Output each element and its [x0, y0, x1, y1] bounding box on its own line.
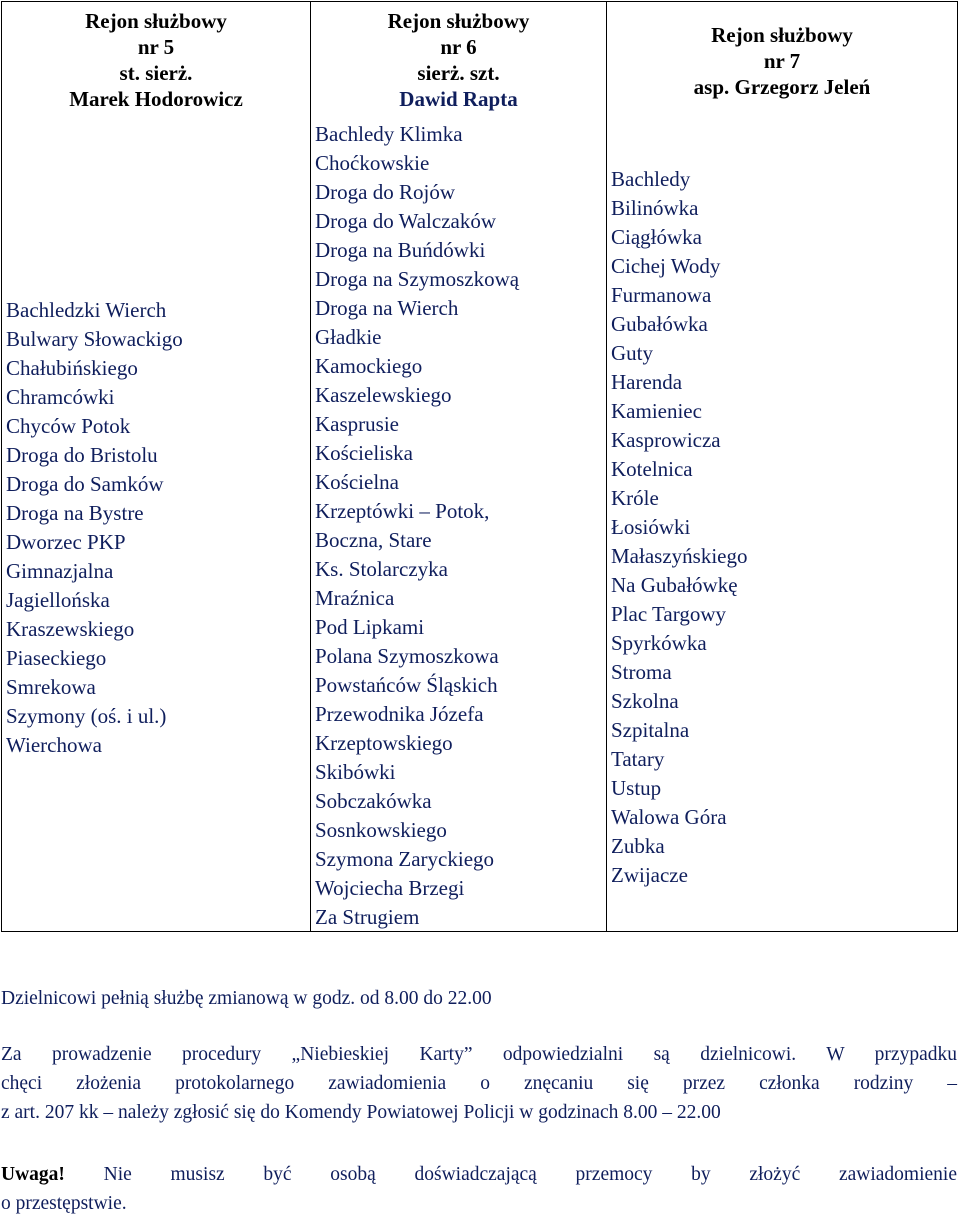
district-5-cell — [2, 2, 311, 932]
blue-card-line: Za prowadzenie procedury „Niebieskiej Karty” odpowiedzialni są dzielnicowi. W przypadku — [1, 1044, 957, 1065]
street-item: Łosiówki — [611, 515, 691, 539]
street-item: Szkolna — [611, 689, 679, 713]
district-7-streets — [611, 165, 747, 890]
street-item: Szymony (oś. i ul.) — [6, 704, 167, 728]
blue-card-note — [1, 1040, 957, 1127]
street-item: Gubałówka — [611, 312, 708, 336]
street-item: Szymona Zaryckiego — [315, 847, 495, 871]
street-item: Kościeliska — [315, 441, 413, 465]
street-item: Droga na Szymoszkową — [315, 267, 520, 291]
street-item: Zubka — [611, 834, 665, 858]
warning-line: o przestępstwie. — [1, 1193, 127, 1214]
street-item: Droga do Walczaków — [315, 209, 497, 233]
street-item: Chramcówki — [6, 385, 115, 409]
street-item: Bachledy — [611, 167, 691, 191]
street-item: Kamockiego — [315, 354, 423, 378]
street-item: Sobczakówka — [315, 789, 432, 813]
street-item: Króle — [611, 486, 659, 510]
street-item: Smrekowa — [6, 675, 96, 699]
district-7-cell — [607, 2, 958, 932]
street-item: Walowa Góra — [611, 805, 727, 829]
street-item: Na Gubałówkę — [611, 573, 738, 597]
street-item: Małaszyńskiego — [611, 544, 748, 568]
street-item: Kasprusie — [315, 412, 399, 436]
districts-table — [1, 1, 958, 932]
street-item: Droga do Samków — [6, 472, 164, 496]
street-item: Guty — [611, 341, 653, 365]
street-item: Tatary — [611, 747, 665, 771]
street-item: Bachledy Klimka — [315, 122, 463, 146]
street-item: Jagiellońska — [6, 588, 110, 612]
street-item: Droga na Wierch — [315, 296, 459, 320]
district-5-streets — [6, 296, 183, 760]
street-item: Polana Szymoszkowa — [315, 644, 499, 668]
district-6-streets — [315, 120, 519, 932]
street-item: Wierchowa — [6, 733, 102, 757]
street-item: Stroma — [611, 660, 672, 684]
street-item: Szpitalna — [611, 718, 690, 742]
street-item: Kaszelewskiego — [315, 383, 452, 407]
street-item: Pod Lipkami — [315, 615, 425, 639]
warning-note — [1, 1160, 957, 1218]
street-item: Harenda — [611, 370, 683, 394]
warning-label: Uwaga! — [1, 1164, 65, 1185]
street-item: Spyrkówka — [611, 631, 707, 655]
street-item: Wojciecha Brzegi — [315, 876, 465, 900]
street-item: Bulwary Słowackigo — [6, 327, 183, 351]
street-item: Bachledzki Wierch — [6, 298, 167, 322]
street-item: Gimnazjalna — [6, 559, 114, 583]
street-item: Piaseckiego — [6, 646, 107, 670]
street-item: Droga do Bristolu — [6, 443, 158, 467]
district-5-heading: Rejon służbowy nr 5 st. sierż. Marek Hodorowicz — [69, 9, 243, 111]
blue-card-line: z art. 207 kk – należy zgłosić się do Komendy Powiatowej Policji w godzinach 8.00 – 22.00 — [1, 1102, 721, 1123]
street-item: Kościelna — [315, 470, 399, 494]
street-item: Chyców Potok — [6, 414, 131, 438]
street-item: Krzeptówki – Potok, — [315, 499, 490, 523]
street-item: Plac Targowy — [611, 602, 726, 626]
street-item: Sosnkowskiego — [315, 818, 447, 842]
district-6-cell — [311, 2, 607, 932]
street-item: Chałubińskiego — [6, 356, 138, 380]
street-item: Kamieniec — [611, 399, 702, 423]
street-item: Przewodnika Józefa — [315, 702, 484, 726]
street-item: Za Strugiem — [315, 905, 420, 929]
street-item: Kasprowicza — [611, 428, 721, 452]
street-item: Ks. Stolarczyka — [315, 557, 448, 581]
street-item: Boczna, Stare — [315, 528, 432, 552]
street-item: Droga na Buńdówki — [315, 238, 486, 262]
street-item: Skibówki — [315, 760, 396, 784]
street-item: Gładkie — [315, 325, 382, 349]
street-item: Dworzec PKP — [6, 530, 126, 554]
street-item: Cichej Wody — [611, 254, 721, 278]
shift-note: Dzielnicowi pełnią służbę zmianową w godz. od 8.00 do 22.00 — [1, 988, 492, 1009]
street-item: Krzeptowskiego — [315, 731, 453, 755]
district-7-heading: Rejon służbowy nr 7 asp. Grzegorz Jeleń — [693, 23, 871, 99]
street-item: Kotelnica — [611, 457, 693, 481]
street-item: Zwijacze — [611, 863, 688, 887]
street-item: Bilinówka — [611, 196, 699, 220]
street-item: Furmanowa — [611, 283, 712, 307]
warning-line: Nie musisz być osobą doświadczającą przemocy by złożyć zawiadomienie — [103, 1164, 957, 1185]
street-item: Ciągłówka — [611, 225, 702, 249]
street-item: Ustup — [611, 776, 662, 800]
street-item: Choćkowskie — [315, 151, 430, 175]
street-item: Droga do Rojów — [315, 180, 455, 204]
street-item: Powstańców Śląskich — [315, 673, 498, 697]
street-item: Droga na Bystre — [6, 501, 144, 525]
blue-card-line: chęci złożenia protokolarnego zawiadomienia o znęcaniu się przez członka rodziny – — [1, 1073, 957, 1094]
district-6-heading: Rejon służbowy nr 6 sierż. szt. Dawid Rapta — [387, 9, 530, 111]
street-item: Kraszewskiego — [6, 617, 135, 641]
street-item: Mraźnica — [315, 586, 395, 610]
